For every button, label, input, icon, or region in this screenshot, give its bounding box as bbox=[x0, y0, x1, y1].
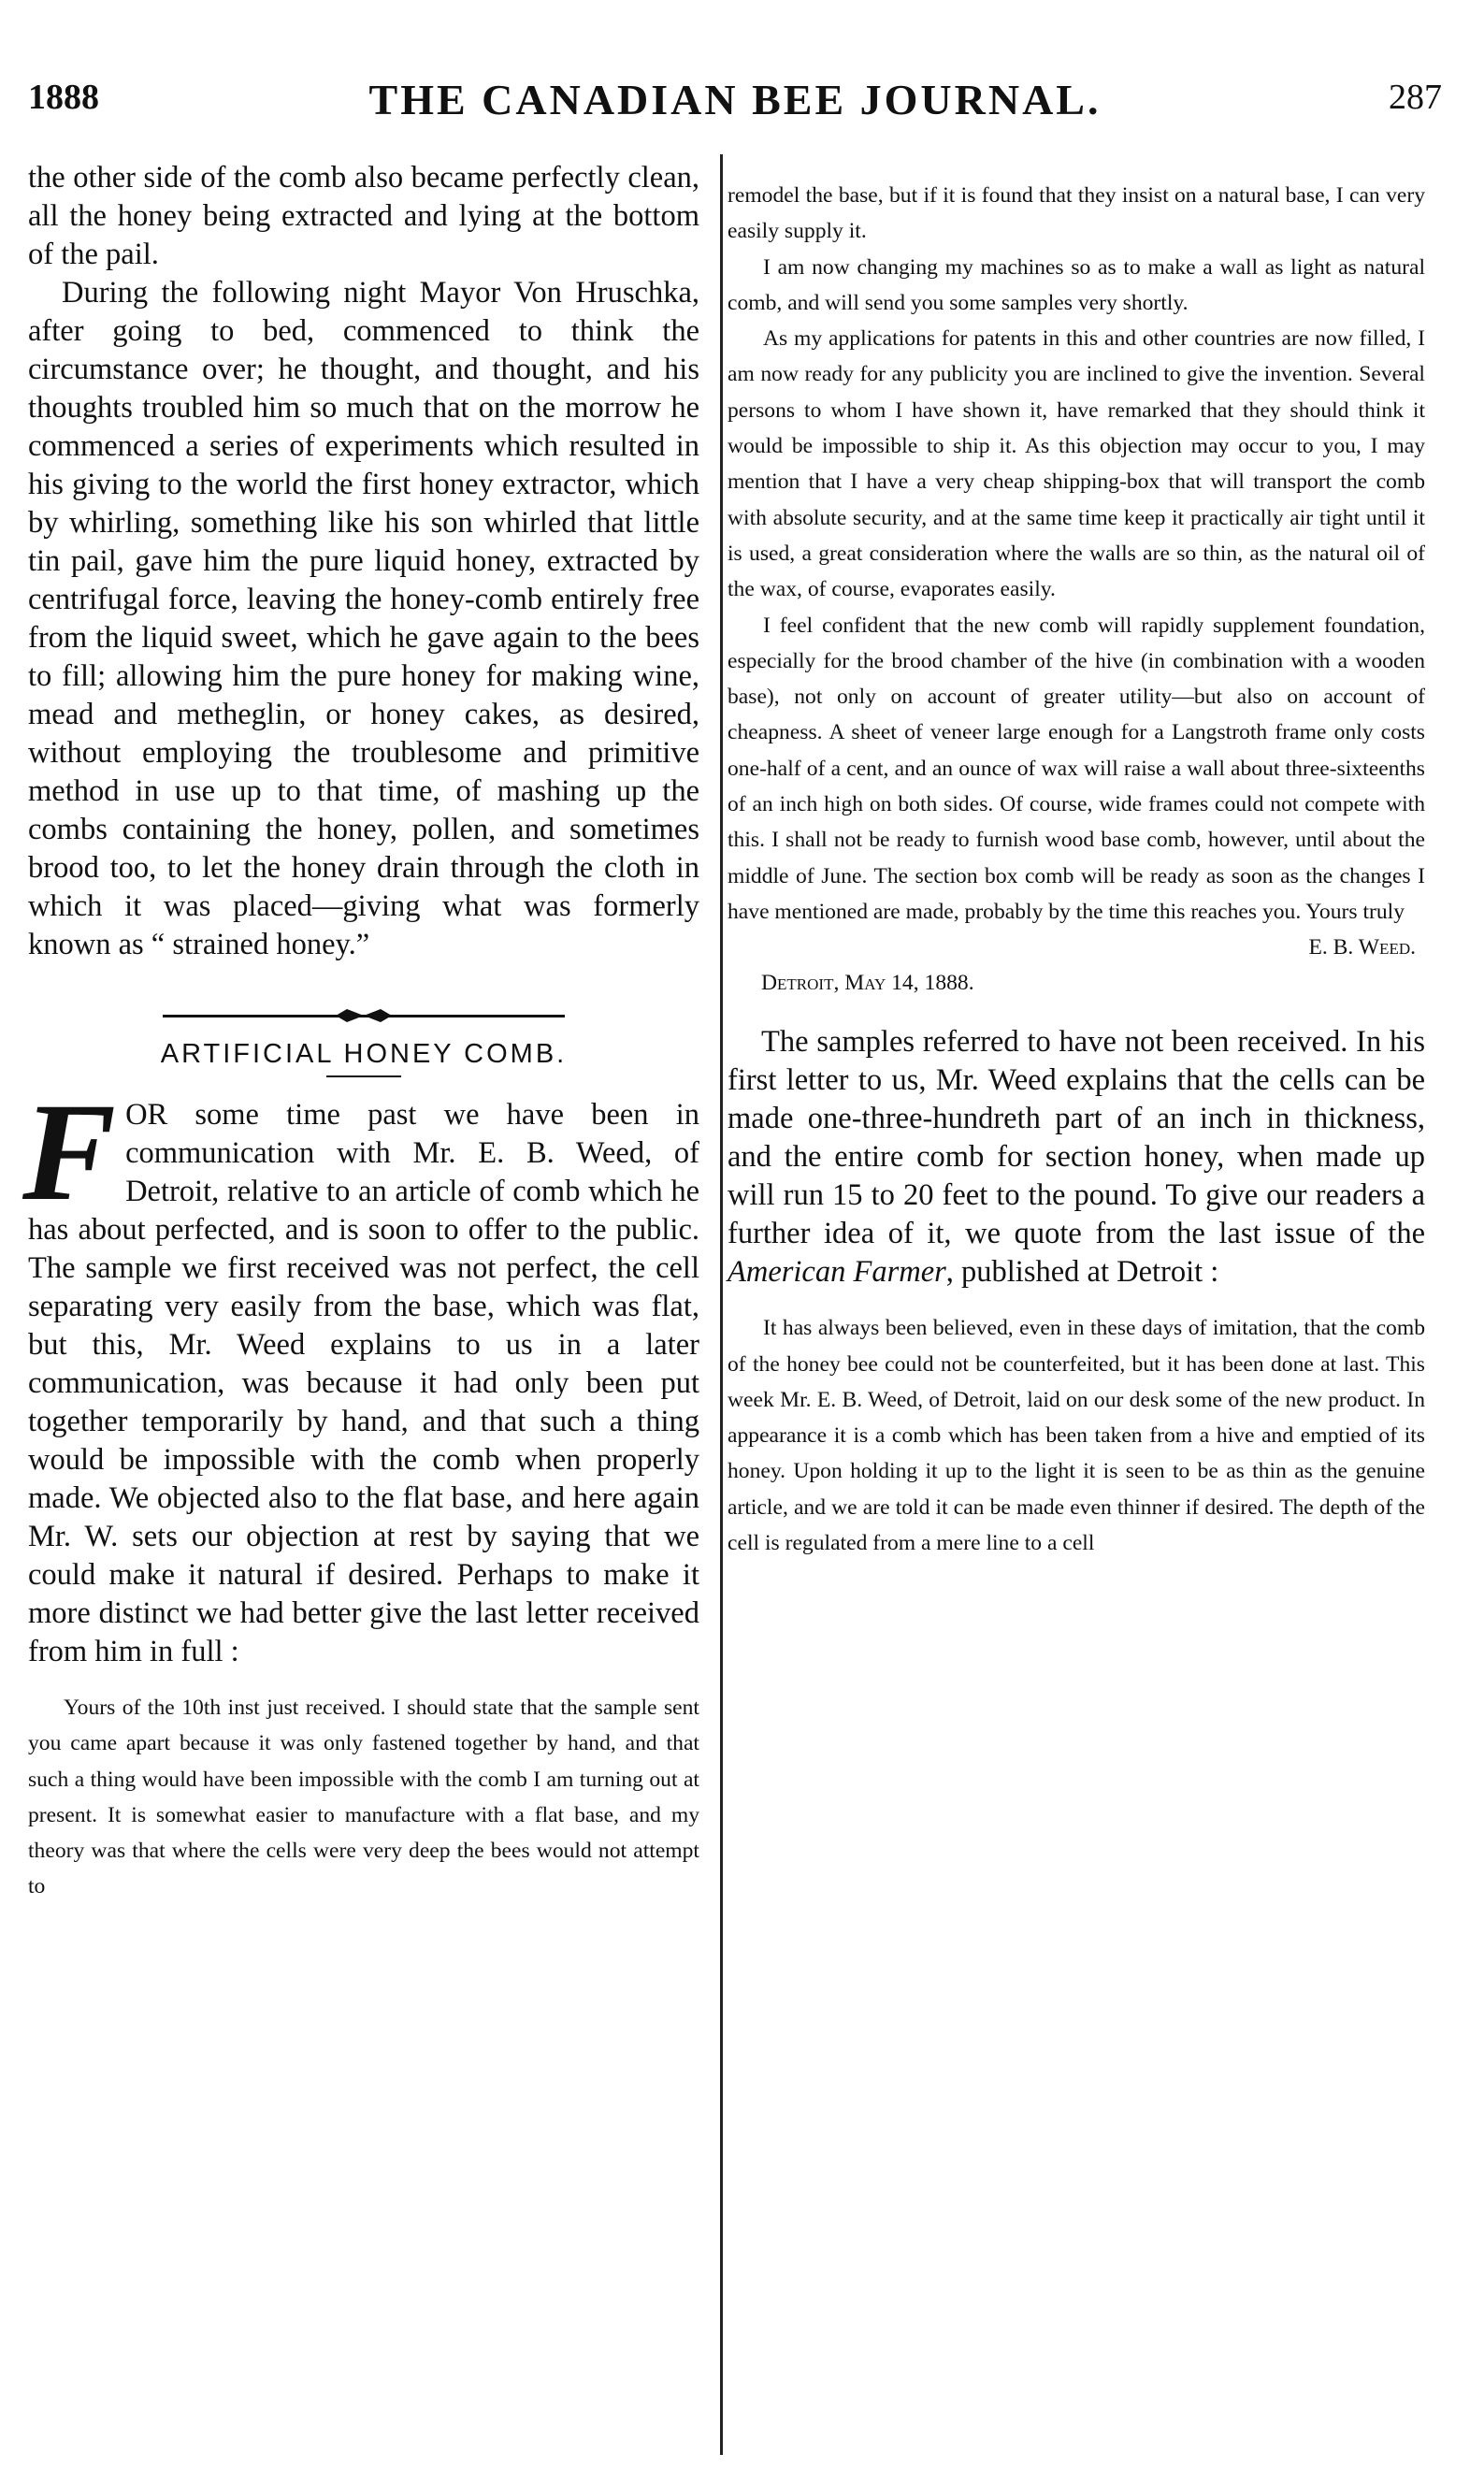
journal-title: THE CANADIAN BEE JOURNAL. bbox=[368, 76, 1102, 123]
section-ornament bbox=[163, 1009, 565, 1022]
right-paragraph-1: remodel the base, but if it is found that they insist on a natural base, I can very easily supply it. bbox=[728, 183, 1425, 244]
column-divider bbox=[720, 154, 723, 2455]
publication-name: American Farmer bbox=[728, 1255, 946, 1290]
letter-paragraph-1: Yours of the 10th inst just received. I should state that the sample sent you came apart because it was only fastened together by hand, and that such a thing would have been impossible with the comb I am turning out at present. It is somewhat easier to manufacture with a flat base, and my theory was that where the cells were very deep the bees would not attempt to bbox=[28, 1696, 699, 1899]
drop-cap: F bbox=[22, 1075, 117, 1230]
page-number: 287 bbox=[1389, 78, 1442, 117]
article-opening bbox=[22, 1075, 699, 1671]
letter-dateline: Detroit, May 14, 1888. bbox=[761, 971, 974, 996]
left-paragraph-2: During the following night Mayor Von Hruschka, after going to bed, commenced to think the circumstance over; he thought, and thought, and his thoughts troubled him so much that on the morrow he commenced a series of experiments which resulted in his giving to the world the first honey extractor, which by whirling, something like his son whirled that little tin pail, gave him the pure liquid honey, extracted by centrifugal force, leaving the honey-comb entirely free from the liquid sweet, which he gave again to the bees to fill; allowing him the pure honey for making wine, mead and metheglin, or honey cakes, as desired, without employing the troublesome and primitive method in use up to that time, of mashing up the combs containing the honey, pollen, and sometimes brood too, to let the honey drain through the cloth in which it was placed—giving what was formerly known as “ strained honey.” bbox=[28, 276, 699, 961]
title-rule bbox=[326, 1075, 401, 1077]
quoted-paragraph: It has always been believed, even in these days of imitation, that the comb of the honey bee could not be counterfeited, but it has been done at last. This week Mr. E. B. Weed, of Detroit, laid on our desk some of the new product. In appearance it is a comb which has been taken from a hive and emptied of its honey. Upon holding it up to the light it is seen to be as thin as the genuine article, and we are told it can be made even thinner if desired. The depth of the cell is regulated from a mere line to a cell bbox=[728, 1316, 1425, 1556]
right-paragraph-4: I feel confident that the new comb will rapidly supplement foundation, especially for the brood chamber of the hive (in combination with a wooden base), not only on account of greater utility—but also on account of cheapness. A sheet of veneer large enough for a Langstroth frame only costs one-half of a cent, and an ounce of wax will raise a wall about three-sixteenths of an inch high on both sides. Of course, wide frames could not compete with this. I shall not be ready to furnish wood base comb, however, until about the middle of June. The section box comb will be ready as soon as the changes I have mentioned are made, probably by the time this reaches you. Yours truly bbox=[728, 613, 1425, 924]
right-paragraph-5: The samples referred to have not been received. In his first letter to us, Mr. Weed explains that the cells can be made one-three-hundreth part of an inch in thickness, and the entire comb for section honey, when made up will run 15 to 20 feet to the pound. To give our readers a further idea of it, we quote from the last issue of the American Farmer, published at Detroit : bbox=[728, 1025, 1425, 1290]
left-column bbox=[22, 159, 699, 1905]
section-title: ARTIFICIAL HONEY COMB. bbox=[160, 1039, 568, 1069]
left-paragraph-3: OR some time past we have been in communication with Mr. E. B. Weed, of Detroit, relative to an article of comb which he has about perfected, and is soon to offer to the public. The sample we first received was not perfect, the cell separating very easily from the base, which was flat, but this, Mr. Weed explains to us in a later communication, was because it had only been put together temporarily by hand, and that such a thing would be impossible with the comb when properly made. We objected also to the flat base, and here again Mr. W. sets our objection at rest by saying that we could make it natural if desired. Perhaps to make it more distinct we had better give the last letter received from him in full : bbox=[28, 1098, 699, 1668]
right-paragraph-2: I am now changing my machines so as to make a wall as light as natural comb, and will send you some samples very shortly. bbox=[728, 254, 1425, 315]
letter-signature: E. B. Weed. bbox=[1308, 935, 1416, 960]
right-column bbox=[728, 178, 1425, 1561]
left-paragraph-1: the other side of the comb also became perfectly clean, all the honey being extracted and lying at the bottom of the pail. bbox=[28, 161, 699, 271]
right-paragraph-3: As my applications for patents in this and other countries are now filled, I am now ready for any publicity you are inclined to give the invention. Several persons to whom I have shown it, have remarked that they should think it would be impossible to ship it. As this objection may occur to you, I may mention that I have a very cheap shipping-box that will transport the comb with absolute security, and at the same time keep it practically air tight until it is used, a great consideration where the walls are so thin, as the natural oil of the wax, of course, evaporates easily. bbox=[728, 326, 1425, 602]
header-year: 1888 bbox=[28, 78, 99, 117]
page-header bbox=[28, 77, 1442, 133]
